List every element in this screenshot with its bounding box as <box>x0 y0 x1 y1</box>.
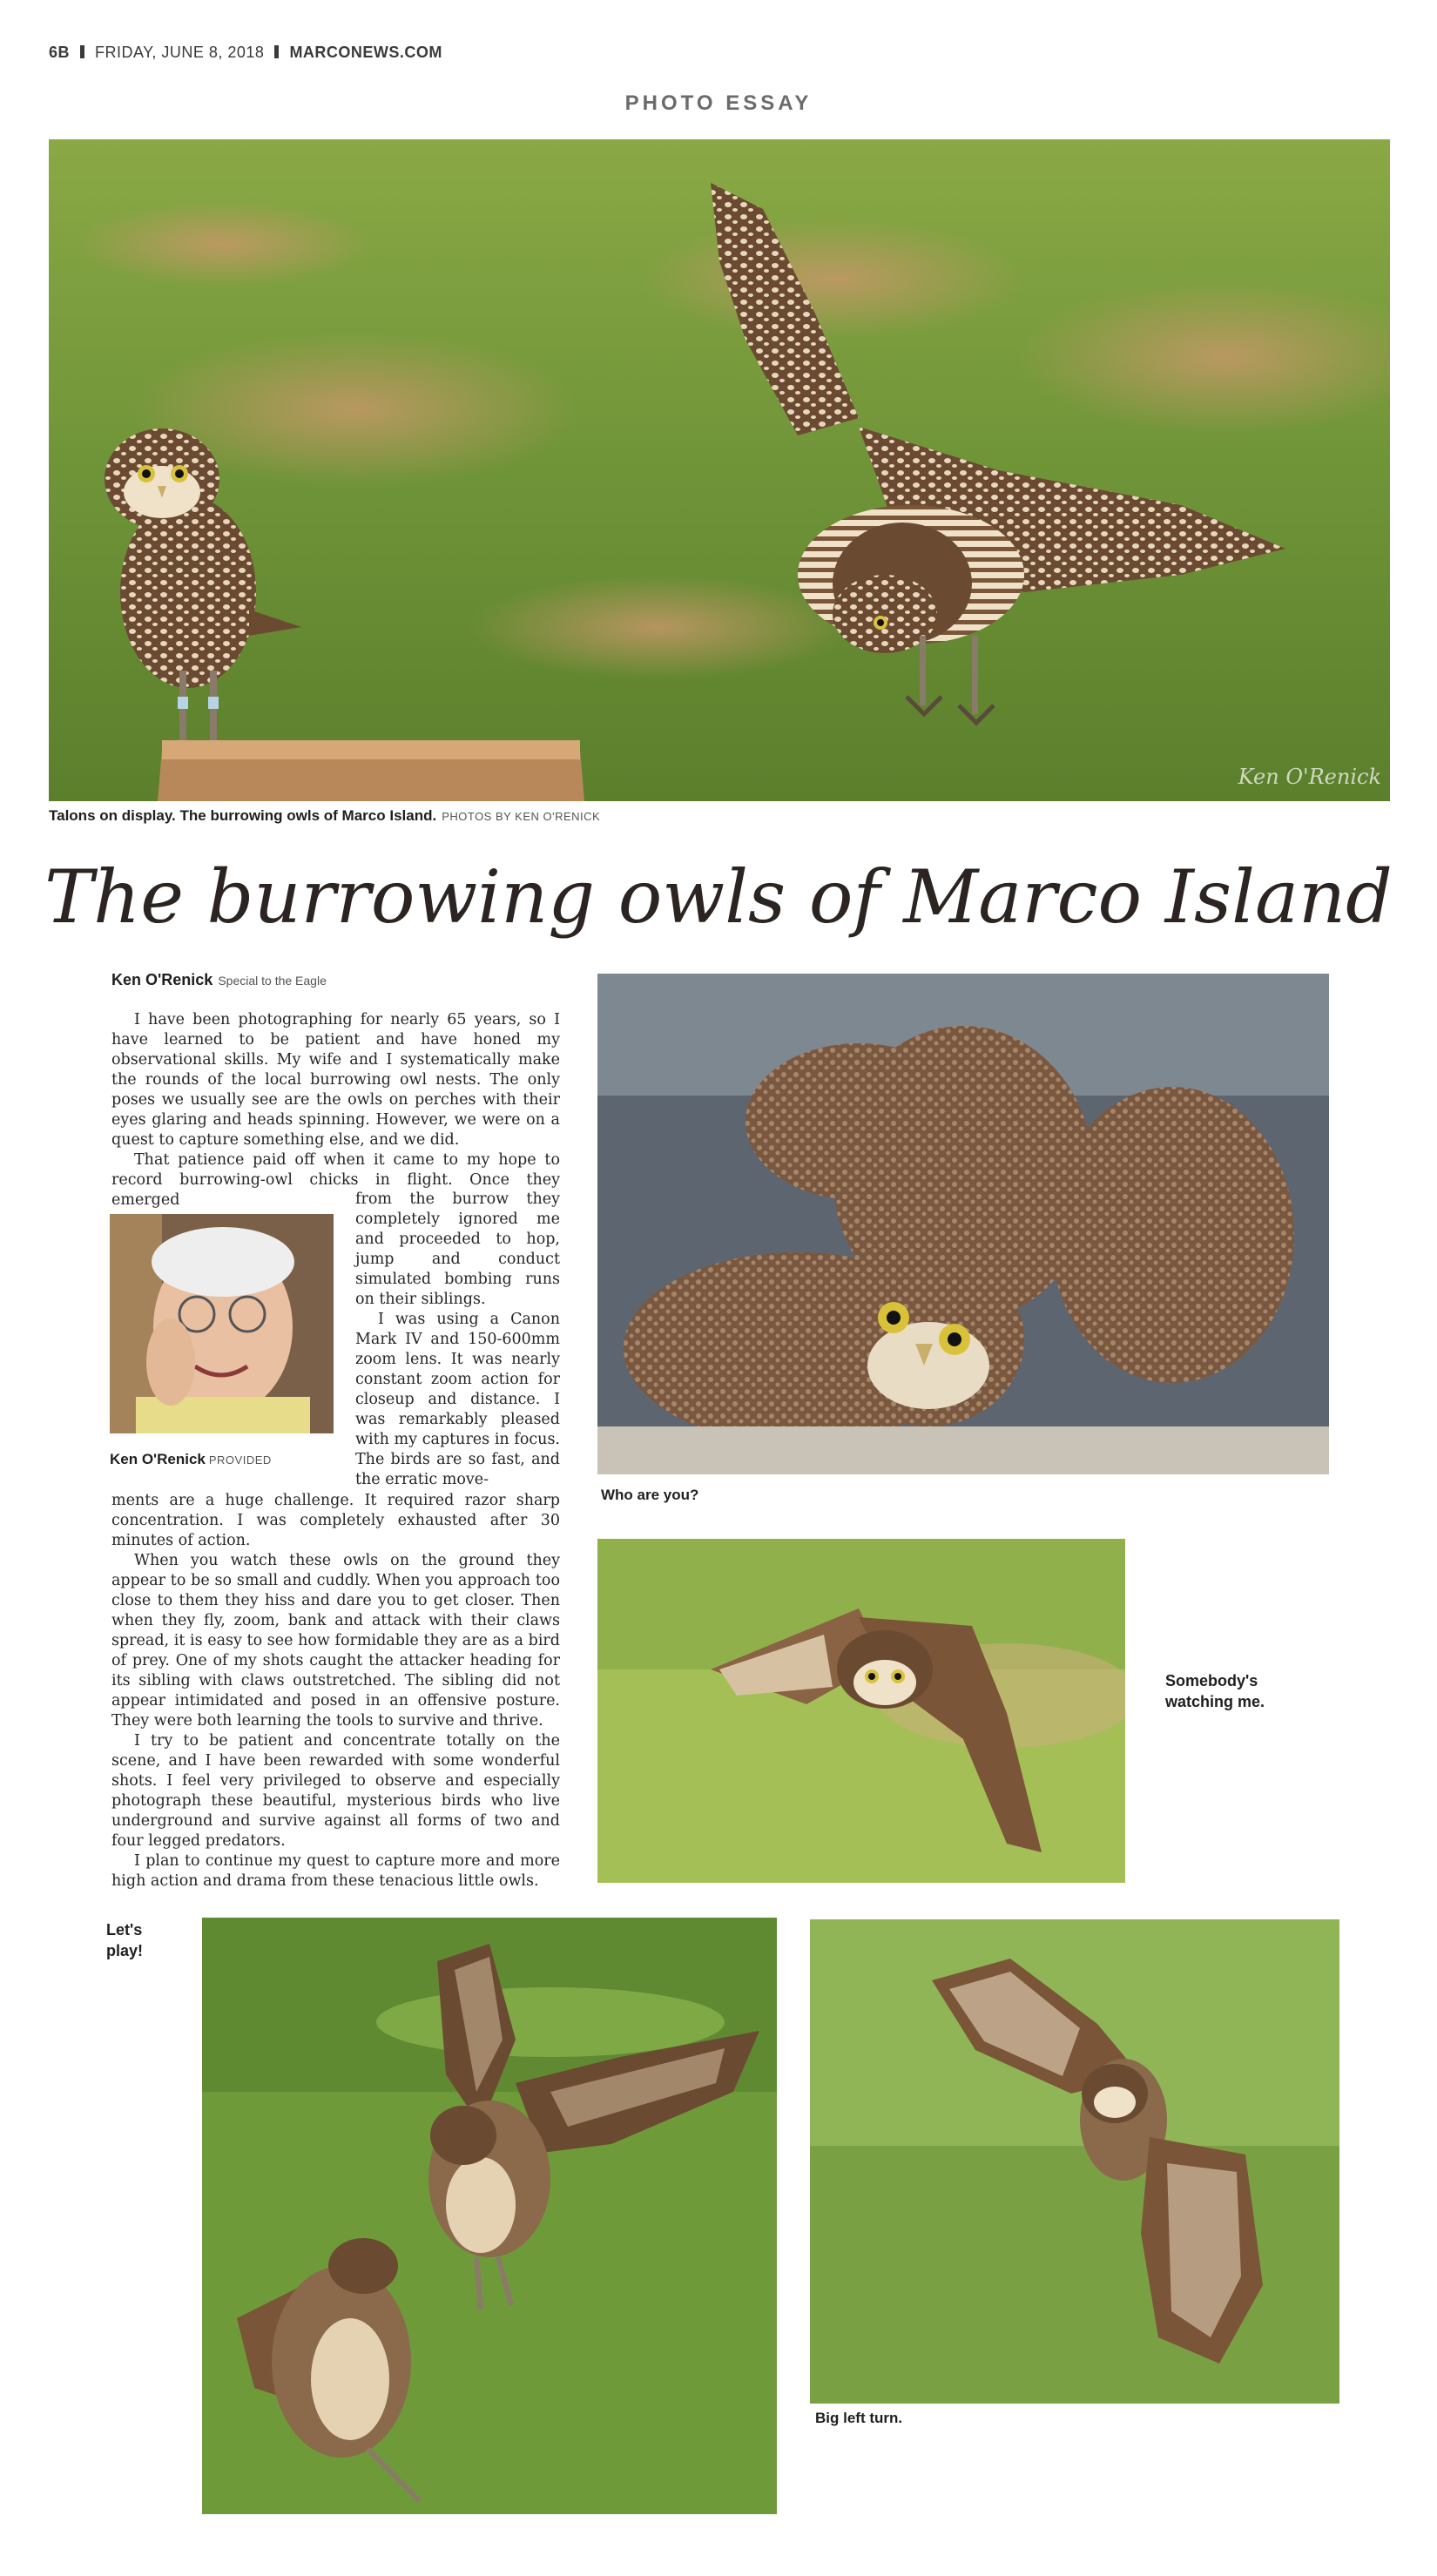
play-photo <box>202 1918 777 2514</box>
photo-credit: PHOTOS BY KEN O'RENICK <box>442 810 601 823</box>
body-paragraph: from the burrow they completely ignored me and proceeded to hop, jump and conduct simulated bombing runs on their siblings. <box>355 1190 560 1308</box>
lead-photo-caption <box>49 806 600 826</box>
author-portrait <box>110 1214 334 1433</box>
body-paragraph: I have been photographing for nearly 65 years, so I have learned to be patient and have honed my observational skills. My wife and I systematically make the rounds of the local burrowing owl nests. The only poses we usually see are the owls on perches with their eyes glaring and heads spinning. However, we were on a quest to capture something else, and we did. <box>111 1011 560 1149</box>
body-paragraph: I plan to continue my quest to capture more and more high action and drama from these tenacious little owls. <box>111 1852 560 1890</box>
folio-separator <box>80 45 84 58</box>
site-link[interactable]: MARCONEWS.COM <box>289 44 442 61</box>
body-paragraph: I try to be patient and concentrate totally on the scene, and I have been rewarded with some wonderful shots. I feel very privileged to observe and especially photograph these beautiful, mysterious birds who live underground and survive against all forms of two and four legged predators. <box>111 1732 560 1850</box>
section-label: PHOTO ESSAY <box>624 91 813 115</box>
portrait-caption <box>110 1451 272 1468</box>
body-paragraph: That patience paid off when it came to my hope to record burrowing-owl chicks in flight. Once they emerged <box>111 1151 560 1209</box>
chicks-photo <box>597 974 1329 1474</box>
article-body-bottom <box>111 1491 560 1892</box>
turn-caption: Big left turn. <box>815 2410 903 2426</box>
turn-photo <box>810 1919 1339 2404</box>
byline-name: Ken O'Renick <box>111 971 213 988</box>
play-caption: Let's play! <box>106 1921 144 1959</box>
issue-date: FRIDAY, JUNE 8, 2018 <box>95 44 265 61</box>
photo-watermark: Ken O'Renick <box>1238 765 1381 789</box>
page-folio <box>49 44 442 62</box>
watching-photo <box>597 1539 1125 1883</box>
article-body-wrap <box>355 1190 560 1490</box>
watching-caption: Somebody's watching me. <box>1165 1672 1265 1710</box>
lead-caption-text: Talons on display. The burrowing owls of Marco Island. <box>49 807 437 824</box>
article-body-top <box>111 1010 560 1210</box>
byline <box>111 971 327 989</box>
page-number: 6B <box>49 44 71 61</box>
lead-photo <box>49 139 1390 801</box>
portrait-credit: PROVIDED <box>208 1453 272 1467</box>
body-paragraph: I was using a Canon Mark IV and 150-600mm zoom lens. It was nearly constant zoom action for closeup and distance. I was remarkably pleased with my captures in focus. The birds are so fast, and the erratic move- <box>355 1311 560 1488</box>
body-paragraph: When you watch these owls on the ground they appear to be so small and cuddly. When you approach too close to them they hiss and dare you to get closer. Then when they fly, zoom, bank and attack with their claws spread, it is easy to see how formidable they are as a bird of prey. One of my shots caught the attacker heading for its sibling with claws outstretched. The sibling did not appear intimidated and posed in an offensive posture. They were both learning the tools to survive and thrive. <box>111 1552 560 1730</box>
byline-role: Special to the Eagle <box>218 974 327 988</box>
folio-separator <box>274 45 279 58</box>
body-paragraph: ments are a huge challenge. It required razor sharp concentration. I was completely exhausted after 30 minutes of action. <box>111 1492 560 1549</box>
headline: The burrowing owls of Marco Island <box>44 854 1393 940</box>
portrait-name: Ken O'Renick <box>110 1451 206 1467</box>
chicks-caption: Who are you? <box>601 1487 699 1503</box>
